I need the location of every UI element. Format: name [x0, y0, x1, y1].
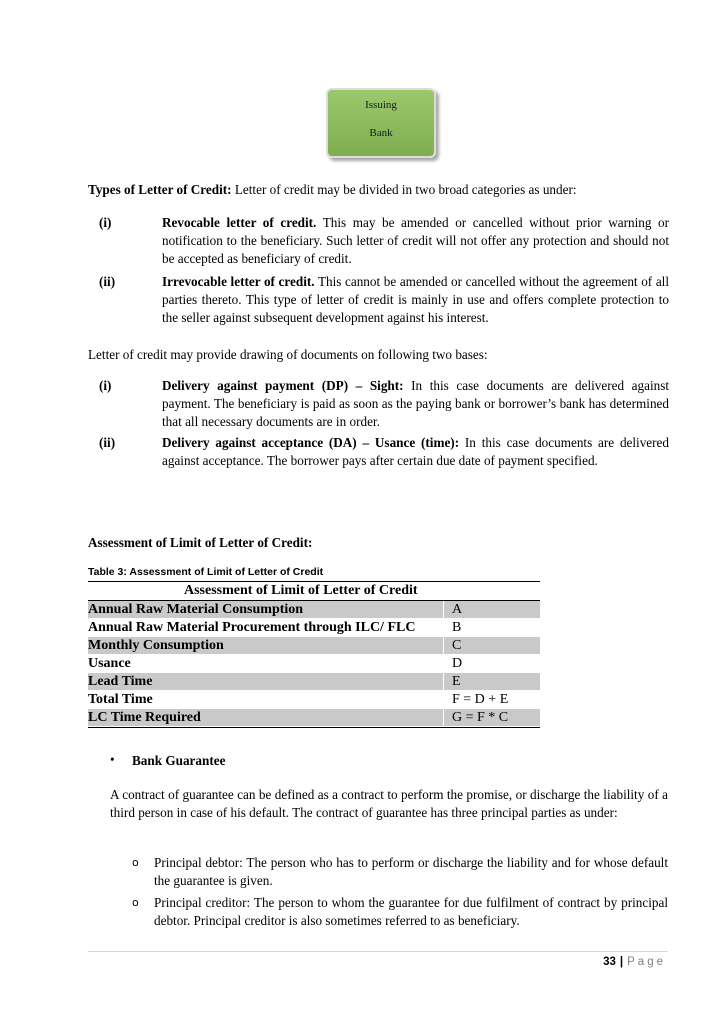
types-intro — [88, 181, 678, 199]
drawing-title: Delivery against payment (DP) – Sight: — [162, 378, 404, 393]
drawing-text — [162, 434, 669, 470]
party-text: Principal creditor: The person to whom the guarantee for due fulfilment of contract by principal debtor. Principal creditor is also sometimes referred to as beneficiary. — [154, 895, 668, 928]
page-label: Page — [627, 956, 666, 968]
drawing-item-da — [99, 434, 669, 488]
type-text — [162, 273, 669, 327]
assessment-heading: Assessment of Limit of Letter of Credit: — [88, 535, 313, 550]
circle-bullet-icon: o — [132, 896, 139, 909]
table-row — [88, 709, 540, 727]
table-header — [88, 582, 540, 601]
table-header-text: Assessment of Limit of Letter of Credit — [184, 583, 418, 598]
page-footer — [603, 956, 666, 968]
type-text — [162, 214, 669, 268]
guarantee-heading: Bank Guarantee — [132, 753, 226, 768]
drawing-item-dp — [99, 377, 669, 431]
party-item-creditor — [132, 894, 668, 930]
table-caption: Table 3: Assessment of Limit of Letter of Credit — [88, 566, 324, 578]
row-label: Monthly Consumption — [88, 638, 224, 653]
table-column-divider — [443, 601, 444, 727]
row-label: Lead Time — [88, 674, 153, 689]
drawing-description: In this case documents are delivered against acceptance. The borrower pays after certain due date of payment specified. — [162, 435, 670, 468]
issuing-bank-box — [326, 88, 436, 158]
bullet-icon: • — [110, 752, 115, 767]
drawing-number: (i) — [99, 378, 112, 393]
types-heading: Types of Letter of Credit: — [88, 182, 232, 197]
type-description: This cannot be amended or cancelled without the agreement of all parties thereto. This type of letter of credit is mainly in use and offers complete protection to the seller against subsequent development against his interest. — [162, 274, 669, 325]
row-value: G = F * C — [452, 710, 509, 725]
type-item-revocable — [99, 214, 669, 268]
row-value: E — [452, 674, 461, 689]
circle-bullet-icon: o — [132, 856, 139, 869]
page-number: 33 — [603, 956, 616, 968]
drawing-intro: Letter of credit may provide drawing of documents on following two bases: — [88, 347, 488, 362]
row-label: Annual Raw Material Consumption — [88, 602, 304, 617]
row-value: F = D + E — [452, 692, 509, 707]
party-text: Principal debtor: The person who has to perform or discharge the liability and for whose default the guarantee is given. — [154, 855, 668, 888]
type-item-irrevocable — [99, 273, 669, 327]
drawing-title: Delivery against acceptance (DA) – Usance (time): — [162, 435, 460, 450]
row-value: D — [452, 656, 463, 671]
table-row — [88, 673, 540, 691]
drawing-number: (ii) — [99, 435, 116, 450]
bank-box-line2: Bank — [369, 127, 393, 139]
type-number: (i) — [99, 215, 112, 230]
type-title: Irrevocable letter of credit. — [162, 274, 315, 289]
drawing-description: In this case documents are delivered against payment. The beneficiary is paid as soon as the paying bank or borrower’s bank has determined that all necessary documents are in order. — [162, 378, 669, 429]
table-row — [88, 655, 540, 673]
table-row — [88, 619, 540, 637]
types-intro-text: Letter of credit may be divided in two broad categories as under: — [231, 182, 577, 197]
row-label: Usance — [88, 656, 131, 671]
party-item-debtor — [132, 854, 668, 890]
row-value: A — [452, 602, 463, 617]
row-label: Annual Raw Material Procurement through ILC/ FLC — [88, 620, 416, 635]
footer-divider — [88, 951, 668, 952]
row-value: B — [452, 620, 462, 635]
table-row — [88, 691, 540, 709]
type-number: (ii) — [99, 274, 116, 289]
drawing-text — [162, 377, 669, 431]
row-label: Total Time — [88, 692, 153, 707]
assessment-table — [88, 581, 540, 728]
guarantee-text: A contract of guarantee can be defined as a contract to perform the promise, or discharge the liability of a third person in case of his default. The contract of guarantee has three principal parties as under: — [110, 787, 668, 820]
type-description: This may be amended or cancelled without prior warning or notification to the beneficiary. Such letter of credit will not offer any protection and should not be accepted as beneficiary of credit. — [162, 215, 669, 266]
row-label: LC Time Required — [88, 710, 201, 725]
type-title: Revocable letter of credit. — [162, 215, 317, 230]
row-value: C — [452, 638, 462, 653]
table-row — [88, 637, 540, 655]
footer-separator: | — [619, 956, 624, 968]
table-row — [88, 601, 540, 619]
bank-box-line1: Issuing — [365, 99, 397, 111]
